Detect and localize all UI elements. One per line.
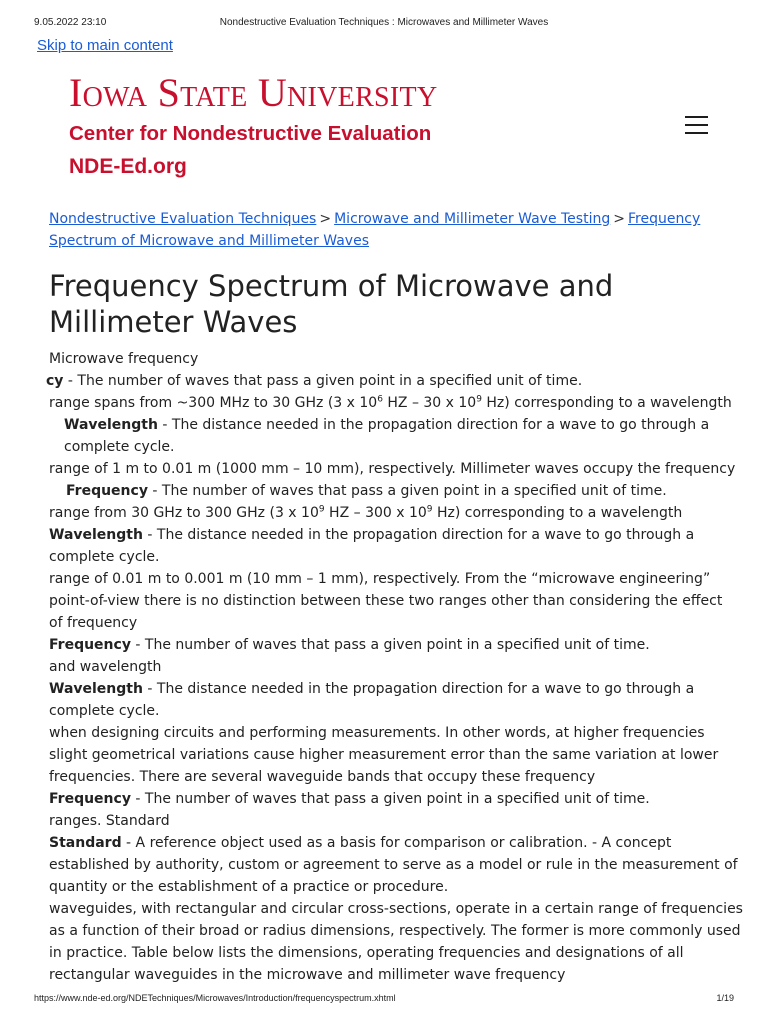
- text: range spans from ~300 MHz to 30 GHz (3 x 10: [49, 395, 378, 411]
- text: rectangular waveguides in the microwave and millimeter wave frequency: [49, 967, 566, 983]
- print-page-number: 1/19: [716, 993, 734, 1003]
- breadcrumb: [49, 208, 709, 252]
- glossary-definition: - A reference object used as a basis for comparison or calibration. - A concept: [121, 835, 672, 851]
- print-date: 9.05.2022 23:10: [34, 17, 107, 28]
- text: range from 30 GHz to 300 GHz (3 x 10: [49, 505, 319, 521]
- glossary-tooltip-frequency: [46, 370, 582, 392]
- text: Hz) corresponding to a wavelength: [432, 505, 683, 521]
- print-header: [34, 17, 734, 31]
- glossary-tooltip-frequency: [49, 788, 650, 810]
- breadcrumb-separator: >: [613, 211, 625, 227]
- print-footer: [34, 993, 734, 1007]
- text: complete cycle.: [49, 549, 160, 565]
- glossary-definition-continued: [49, 876, 448, 898]
- glossary-term[interactable]: Frequency: [66, 483, 148, 499]
- text: complete cycle.: [64, 439, 175, 455]
- glossary-term[interactable]: Frequency: [49, 637, 131, 653]
- glossary-tooltip-frequency: [49, 634, 650, 656]
- body-line: [49, 612, 137, 634]
- site-name[interactable]: NDE-Ed.org: [69, 155, 187, 178]
- glossary-definition: - The distance needed in the propagation direction for a wave to go through a: [142, 527, 695, 543]
- text: waveguides, with rectangular and circular cross-sections, operate in a certain range of frequencies: [49, 901, 743, 917]
- skip-to-main-link[interactable]: Skip to main content: [37, 37, 173, 54]
- glossary-term[interactable]: Wavelength: [49, 681, 143, 697]
- hamburger-menu-icon[interactable]: [684, 113, 710, 137]
- text: point-of-view there is no distinction between these two ranges other than considering the effect: [49, 593, 723, 609]
- text: as a function of their broad or radius dimensions, respectively. The former is more commonly used: [49, 923, 741, 939]
- body-line: [49, 898, 743, 920]
- glossary-definition: - The distance needed in the propagation direction for a wave to go through a: [142, 681, 695, 697]
- glossary-definition-continued: [64, 436, 174, 458]
- glossary-tooltip-wavelength: [49, 524, 694, 546]
- glossary-tooltip-standard: [49, 832, 671, 854]
- glossary-term[interactable]: Standard: [49, 835, 122, 851]
- glossary-definition-continued: [49, 700, 159, 722]
- body-line: [49, 810, 170, 832]
- body-line: [49, 942, 684, 964]
- body-line: [49, 348, 198, 370]
- article-body: [0, 346, 768, 986]
- text: Hz) corresponding to a wavelength: [481, 395, 732, 411]
- glossary-definition-continued: [49, 546, 159, 568]
- text: in practice. Table below lists the dimensions, operating frequencies and designations of all: [49, 945, 684, 961]
- page-title-line-1: Frequency Spectrum of Microwave and: [49, 269, 614, 303]
- glossary-definition: - The distance needed in the propagation direction for a wave to go through a: [157, 417, 710, 433]
- text: range of 1 m to 0.01 m (1000 mm – 10 mm), respectively. Millimeter waves occupy the frequency: [49, 461, 736, 477]
- glossary-tooltip-wavelength: [49, 678, 694, 700]
- superscript: 9: [476, 394, 482, 405]
- print-page-title: Nondestructive Evaluation Techniques : Microwaves and Millimeter Waves: [219, 17, 549, 28]
- text: when designing circuits and performing measurements. In other words, at higher frequencies: [49, 725, 705, 741]
- body-line: [49, 722, 705, 744]
- text: established by authority, custom or agreement to serve as a model or rule in the measurement of: [49, 857, 738, 873]
- superscript: 6: [377, 394, 383, 405]
- glossary-definition: - The number of waves that pass a given point in a specified unit of time.: [130, 791, 650, 807]
- body-line: [49, 920, 741, 942]
- superscript: 9: [426, 504, 433, 515]
- menu-bar-top: [685, 116, 708, 118]
- body-line: [49, 502, 682, 524]
- page-title: [49, 268, 689, 340]
- breadcrumb-link-microwave-testing[interactable]: Microwave and Millimeter Wave Testing: [334, 211, 611, 227]
- glossary-definition: - The number of waves that pass a given point in a specified unit of time.: [147, 483, 667, 499]
- text: quantity or the establishment of a practice or procedure.: [49, 879, 449, 895]
- glossary-tooltip-wavelength: [64, 414, 709, 436]
- text: complete cycle.: [49, 703, 160, 719]
- text: of frequency: [49, 615, 138, 631]
- glossary-definition-continued: [49, 854, 738, 876]
- breadcrumb-link-nde-techniques[interactable]: Nondestructive Evaluation Techniques: [49, 211, 317, 227]
- text: frequencies. There are several waveguide bands that occupy these frequency: [49, 769, 596, 785]
- breadcrumb-separator: >: [319, 211, 332, 227]
- glossary-term[interactable]: Frequency: [49, 791, 131, 807]
- glossary-term[interactable]: Wavelength: [64, 417, 158, 433]
- menu-bar-middle: [685, 124, 708, 126]
- body-line: [49, 656, 161, 678]
- text: HZ – 300 x 10: [324, 505, 427, 521]
- glossary-definition: - The number of waves that pass a given point in a specified unit of time.: [130, 637, 650, 653]
- glossary-tooltip-frequency: [66, 480, 667, 502]
- text: Microwave frequency: [49, 351, 199, 367]
- glossary-term[interactable]: Wavelength: [49, 527, 143, 543]
- text: ranges. Standard: [49, 813, 170, 829]
- university-logo-text[interactable]: Iowa State University: [69, 70, 438, 115]
- breadcrumb-link-frequency-spectrum-part1[interactable]: Frequency: [627, 211, 701, 227]
- body-line: [49, 568, 710, 590]
- body-line: [49, 766, 595, 788]
- text: range of 0.01 m to 0.001 m (10 mm – 1 mm), respectively. From the “microwave engineering”: [49, 571, 711, 587]
- text: and wavelength: [49, 659, 162, 675]
- body-line: [49, 964, 565, 986]
- breadcrumb-link-frequency-spectrum-part2[interactable]: Spectrum of Microwave and Millimeter Waves: [49, 233, 369, 249]
- glossary-definition: - The number of waves that pass a given point in a specified unit of time.: [63, 373, 583, 389]
- body-line: [49, 590, 722, 612]
- text: HZ – 30 x 10: [382, 395, 477, 411]
- page-title-line-2: Millimeter Waves: [49, 305, 298, 339]
- text: slight geometrical variations cause higher measurement error than the same variation at lower: [49, 747, 719, 763]
- center-name[interactable]: Center for Nondestructive Evaluation: [69, 122, 432, 145]
- superscript: 9: [318, 504, 325, 515]
- body-line: [49, 458, 735, 480]
- glossary-term[interactable]: cy: [46, 373, 64, 389]
- body-line: [49, 392, 732, 414]
- print-url: https://www.nde-ed.org/NDETechniques/Microwaves/Introduction/frequencyspectrum.xhtml: [34, 993, 396, 1003]
- body-line: [49, 744, 718, 766]
- site-branding[interactable]: [69, 70, 437, 179]
- menu-bar-bottom: [685, 132, 708, 134]
